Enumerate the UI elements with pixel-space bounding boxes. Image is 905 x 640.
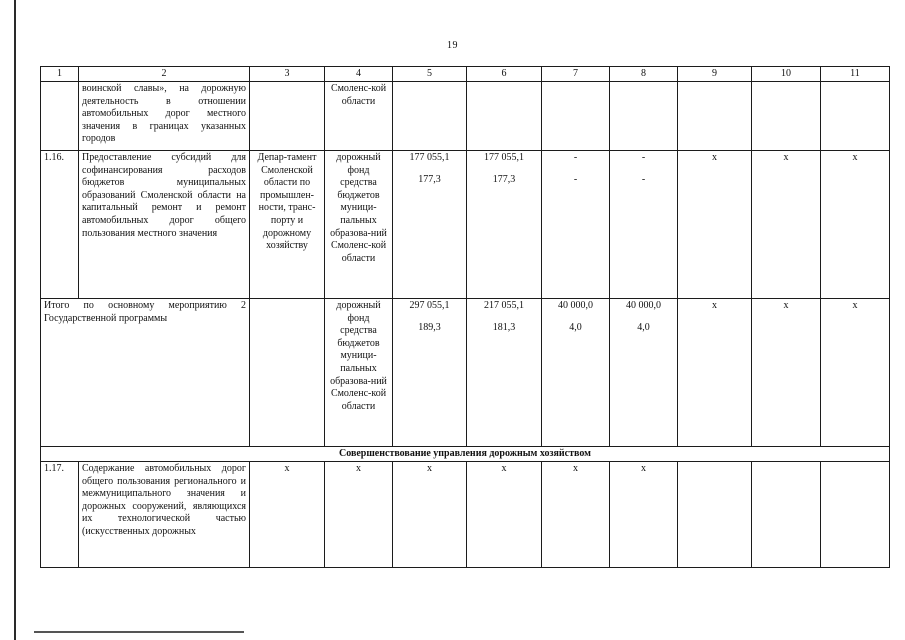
activity-name-cell: воинской славы», на дорожную деятельность в отношении автомобильных дорог местного значения в границах указанных городов [79, 82, 250, 151]
value-cell [467, 151, 542, 299]
value-cell [752, 462, 821, 568]
value-cell: x [821, 151, 890, 299]
value-cell [467, 82, 542, 151]
value-cell [542, 82, 610, 151]
value-cell: x [752, 299, 821, 447]
value-secondary: - [573, 173, 578, 185]
executor-cell [250, 82, 325, 151]
value-cell [821, 82, 890, 151]
table-row [41, 462, 890, 568]
value-secondary: 4,0 [637, 321, 650, 333]
value-cell [393, 82, 467, 151]
row-number-cell [41, 82, 79, 151]
value-cell: x [610, 462, 678, 568]
column-number-header-row [41, 67, 890, 82]
row-number-cell: 1.17. [41, 462, 79, 568]
value-cell [610, 82, 678, 151]
value-secondary: 4,0 [569, 321, 582, 333]
executor-cell: Депар-тамент Смоленской области по промышлен-ности, транс-порту и дорожному хозяйству [250, 151, 325, 299]
total-label-cell: Итого по основному мероприятию 2 Государственной программы [41, 299, 250, 447]
value-total: 40 000,0 [626, 300, 661, 311]
value-total: 217 055,1 [484, 300, 524, 311]
value-total: 177 055,1 [484, 152, 524, 163]
executor-cell [250, 299, 325, 447]
value-total: 177 055,1 [409, 152, 450, 163]
value-cell [821, 462, 890, 568]
section-title: Совершенствование управления дорожным хозяйством [41, 447, 890, 462]
value-total: - [641, 152, 646, 163]
value-cell: x [325, 462, 393, 568]
value-secondary: 181,3 [492, 321, 516, 333]
value-cell: x [467, 462, 542, 568]
value-cell: x [678, 299, 752, 447]
value-cell [467, 299, 542, 447]
value-secondary: - [641, 173, 646, 185]
value-cell [542, 151, 610, 299]
value-cell: x [542, 462, 610, 568]
column-header: 2 [79, 67, 250, 82]
value-cell: x [752, 151, 821, 299]
value-cell: x [678, 151, 752, 299]
value-cell [610, 299, 678, 447]
column-header: 11 [821, 67, 890, 82]
funding-source-cell: Смоленс-кой области [325, 82, 393, 151]
column-header: 10 [752, 67, 821, 82]
column-header: 5 [393, 67, 467, 82]
column-header: 8 [610, 67, 678, 82]
column-header: 6 [467, 67, 542, 82]
value-cell: x [821, 299, 890, 447]
funding-source-cell: дорожный фонд средства бюджетов муници-пальных образова-ний Смоленс-кой области [325, 299, 393, 447]
column-header: 1 [41, 67, 79, 82]
value-cell [393, 299, 467, 447]
value-total: 40 000,0 [558, 300, 593, 311]
value-total: 297 055,1 [409, 300, 450, 311]
activity-name-cell: Содержание автомобильных дорог общего пользования регионального и межмуниципального значения и дорожных сооружений, являющихся их технологической частью (искусственных дорожных [79, 462, 250, 568]
value-secondary: 189,3 [418, 321, 441, 333]
funding-source-cell: дорожный фонд средства бюджетов муници-пальных образова-ний Смоленс-кой области [325, 151, 393, 299]
column-header: 7 [542, 67, 610, 82]
section-header-row [41, 447, 890, 462]
value-cell [542, 299, 610, 447]
value-cell: x [393, 462, 467, 568]
left-margin-rule [14, 0, 16, 640]
row-number-cell: 1.16. [41, 151, 79, 299]
program-table [40, 66, 890, 568]
column-header: 4 [325, 67, 393, 82]
page-number: 19 [447, 40, 458, 51]
value-total: - [573, 152, 578, 163]
column-header: 3 [250, 67, 325, 82]
value-cell [393, 151, 467, 299]
value-cell [610, 151, 678, 299]
value-secondary: 177,3 [492, 173, 516, 185]
footnote-rule [34, 631, 244, 633]
value-cell: x [250, 462, 325, 568]
value-cell [678, 462, 752, 568]
table-row [41, 151, 890, 299]
column-header: 9 [678, 67, 752, 82]
table-row-total [41, 299, 890, 447]
value-secondary: 177,3 [418, 173, 441, 185]
activity-name-cell: Предоставление субсидий для софинансирования расходов бюджетов муниципальных образований Смоленской области на капитальный ремонт и ремонт автомобильных дорог общего пользования местного значения [79, 151, 250, 299]
value-cell [678, 82, 752, 151]
table-row [41, 82, 890, 151]
value-cell [752, 82, 821, 151]
